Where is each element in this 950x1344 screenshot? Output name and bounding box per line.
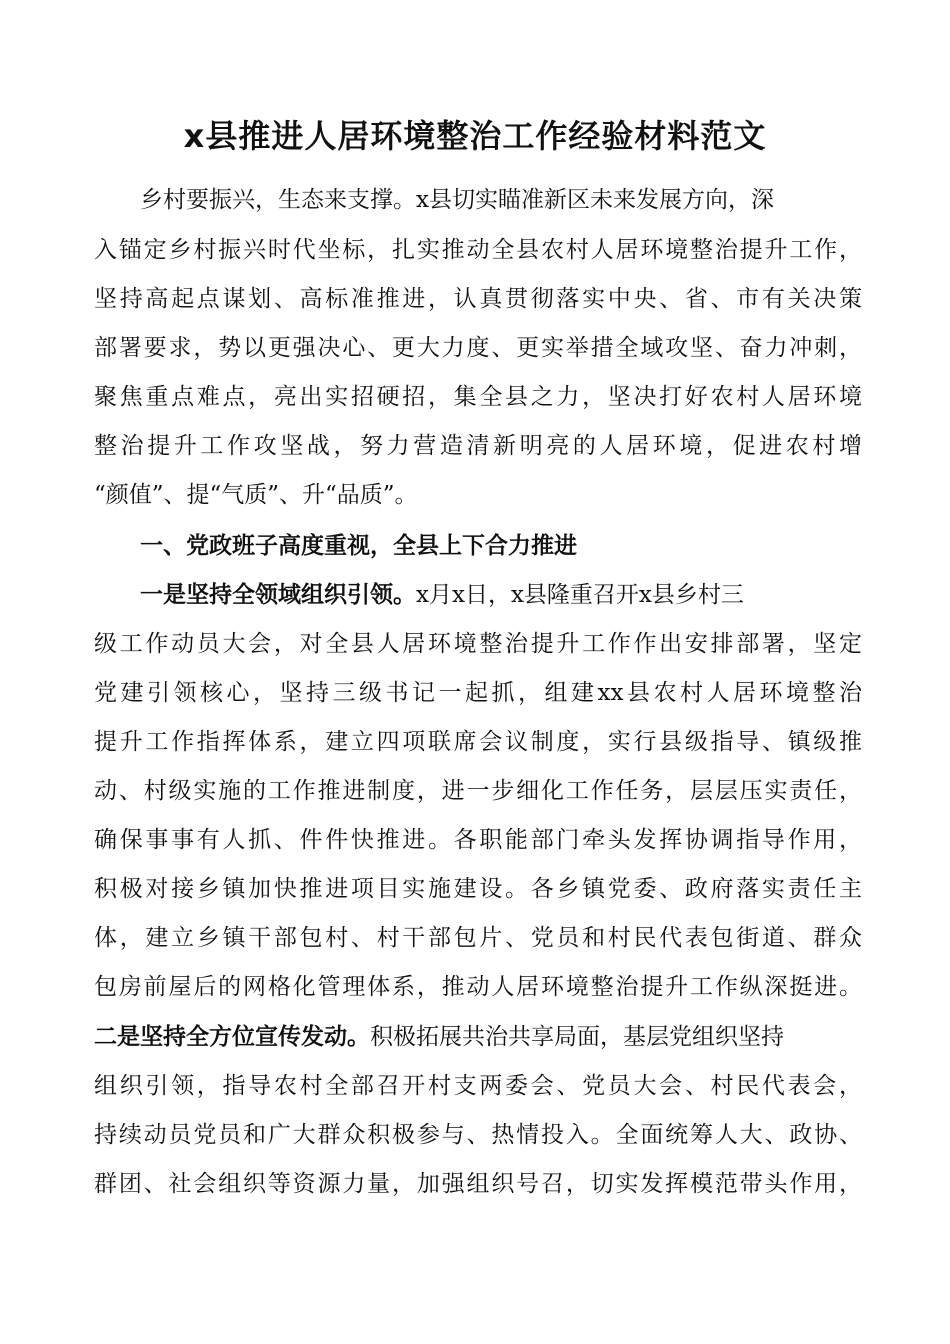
para2-line-4: 群团、社会组织等资源力量，加强组织号召，切实发挥模范带头作用， (94, 1171, 862, 1197)
para1-first-rest: x月x日，x县隆重召开x县乡村三 (416, 582, 744, 608)
intro-line-1: 乡村要振兴，生态来支撑。x县切实瞄准新区未来发展方向，深 (140, 187, 774, 213)
para1-line-4: 提升工作指挥体系，建立四项联席会议制度，实行县级指导、镇级推 (94, 729, 862, 755)
para1-line-2: 级工作动员大会，对全县人居环境整治提升工作作出安排部署，坚定 (94, 631, 862, 657)
para2-line-2: 组织引领，指导农村全部召开村支两委会、党员大会、村民代表会， (94, 1073, 862, 1099)
para2-lead: 二是坚持全方位宣传发动。 (94, 1024, 370, 1050)
section-heading-1: 一、党政班子高度重视，全县上下合力推进 (140, 533, 577, 559)
para2-first-line (94, 1021, 784, 1053)
intro-line-5: 聚焦重点难点，亮出实招硬招，集全县之力，坚决打好农村人居环境 (94, 384, 862, 410)
intro-line-3: 坚持高起点谋划、高标准推进，认真贯彻落实中央、省、市有关决策 (94, 286, 862, 312)
para1-line-6: 确保事事有人抓、件件快推进。各职能部门牵头发挥协调指导作用， (94, 827, 862, 853)
intro-line-2: 入锚定乡村振兴时代坐标，扎实推动全县农村人居环境整治提升工作， (94, 237, 862, 263)
para2-first-rest: 积极拓展共治共享局面，基层党组织坚持 (370, 1024, 784, 1050)
para1-line-3: 党建引领核心，坚持三级书记一起抓，组建xx县农村人居环境整治 (94, 680, 862, 706)
para1-line-7: 积极对接乡镇加快推进项目实施建设。各乡镇党委、政府落实责任主 (94, 876, 862, 902)
para2-line-3: 持续动员党员和广大群众积极参与、热情投入。全面统筹人大、政协、 (94, 1122, 862, 1148)
para1-line-5: 动、村级实施的工作推进制度，进一步细化工作任务，层层压实责任， (94, 778, 862, 804)
document-title: x县推进人居环境整治工作经验材料范文 (183, 117, 767, 155)
intro-line-7: “颜值”、提“气质”、升“品质”。 (94, 482, 418, 508)
para1-first-line (140, 579, 744, 611)
para1-line-8: 体，建立乡镇干部包村、村干部包片、党员和村民代表包街道、群众 (94, 925, 862, 951)
para1-line-9: 包房前屋后的网格化管理体系，推动人居环境整治提升工作纵深挺进。 (94, 974, 862, 1000)
para1-lead: 一是坚持全领域组织引领。 (140, 582, 416, 608)
intro-line-6: 整治提升工作攻坚战，努力营造清新明亮的人居环境，促进农村增 (94, 433, 862, 459)
intro-line-4: 部署要求，势以更强决心、更大力度、更实举措全域攻坚、奋力冲刺， (94, 335, 862, 361)
